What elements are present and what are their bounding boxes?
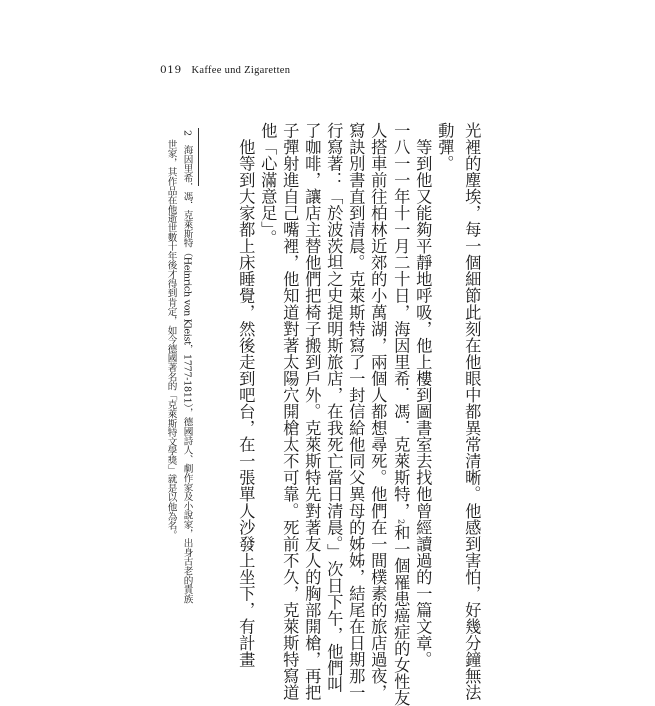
footnote-rule (198, 128, 199, 186)
text-column-2: 動彈。 (435, 122, 455, 172)
text-column-3: 等到他又能夠平靜地呼吸，他上樓到圖書室去找他曾經讀過的一篇文章。 (413, 122, 433, 668)
page-number: 019 (160, 64, 182, 76)
column-4-head: 一八一一年十一月二十日，海因里希．馮．克萊斯特， (391, 122, 411, 519)
text-column-6: 寫訣別書直到清晨。克萊斯特寫了一封信給他同父異母的姊姊，結尾在日期那一 (346, 122, 366, 701)
text-column-11: 他等到大家都上床睡覺，然後走到吧台，在一張單人沙發上坐下，有計畫 (236, 122, 256, 668)
text-column-10: 他「心滿意足」。 (258, 122, 278, 247)
footnote-text-2: 世家，其作品在他逝世數十年後才得到肯定，如今德國著名的「克萊斯特文學獎」就是以他為名。 (165, 139, 177, 540)
text-column-8: 了咖啡，讓店主替他們把椅子搬到戶外。克萊斯特先對著友人的胸部開槍，再把 (302, 122, 322, 701)
text-column-1: 光裡的塵埃，每一個細節此刻在他眼中都異常清晰。他感到害怕，好幾分鐘無法 (462, 122, 482, 701)
running-header (160, 64, 290, 76)
running-title: Kaffee und Zigaretten (191, 65, 291, 76)
footnote-line-1 (182, 130, 192, 603)
footnote-marker: 2 (181, 130, 193, 136)
footnote-text-1: 海因里希．馮．克萊斯特（Heinrich von Kleist，1777-1811），德國詩人、劇作家及小說家，出身古老的貴族 (181, 145, 193, 604)
column-4-tail: 和一個罹患癌症的女性友 (391, 524, 411, 706)
text-column-5: 人搭車前往柏林近郊的小萬湖，兩個人都想尋死。他們在一間樸素的旅店過夜， (368, 122, 388, 701)
text-column-7: 行寫著：「於波茨坦之史提明斯旅店，在我死亡當日清晨。」次日下午，他們叫 (324, 122, 344, 693)
text-column-9: 子彈射進自己嘴裡，他知道對著太陽穴開槍太不可靠。死前不久，克萊斯特寫道 (280, 122, 300, 701)
text-column-4 (391, 122, 411, 706)
footnote-reference: 2 (396, 518, 406, 525)
footnote-line-2 (166, 130, 176, 539)
